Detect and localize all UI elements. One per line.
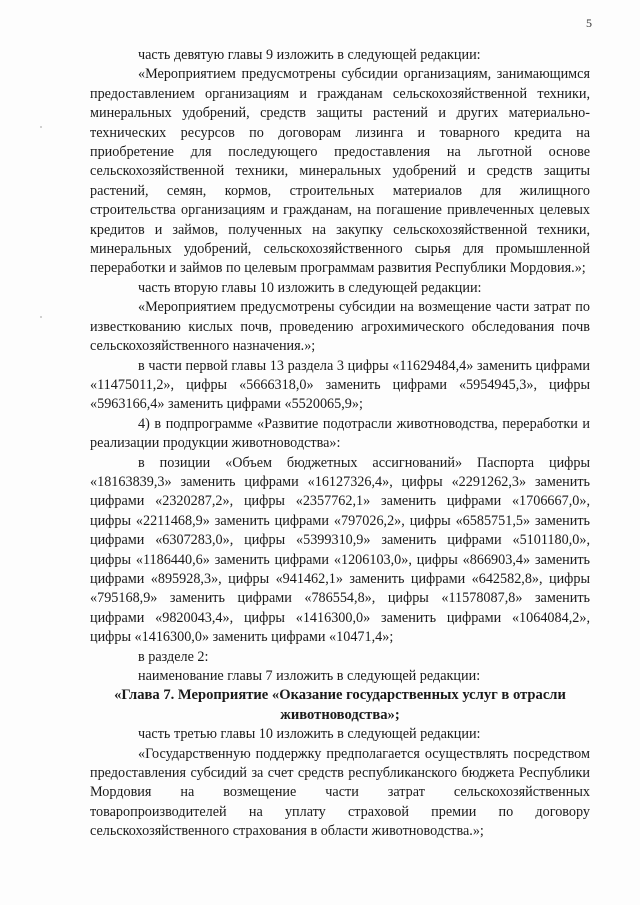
amendment-paragraph: часть девятую главы 9 изложить в следующей редакции: bbox=[138, 47, 481, 63]
quoted-text-paragraph: «Государственную поддержку предполагается осуществлять посредством предоставления субсидий за счет средств республиканского бюджета Республики Мордовия на возмещение части затрат сельскохозяйственных товаропроизводителей на уплату страховой премии по договору сельскохозяйственного страхования в области животноводства.»; bbox=[90, 745, 590, 840]
amendment-paragraph: наименование главы 7 изложить в следующей редакции: bbox=[138, 668, 481, 684]
scan-speck bbox=[40, 316, 42, 318]
page-number: 5 bbox=[586, 16, 592, 30]
section-reference: в разделе 2: bbox=[138, 648, 209, 665]
scan-speck bbox=[40, 126, 42, 128]
subprogram-item: 4) в подпрограмме «Развитие подотрасли животноводства, переработки и реализации продукции животноводства»: bbox=[90, 415, 590, 452]
amendment-paragraph: в позиции «Объем бюджетных ассигнований» Паспорта цифры «18163839,3» заменить цифрами «16127326,4», цифры «2291262,3» заменить цифрами «2320287,2», цифры «2357762,1» заменить цифрами «1706667,0», цифры «2211468,9» заменить цифрами «797026,2», цифры «6585751,5» заменить цифрами «6307283,0», цифры «5399310,9» заменить цифрами «5101180,0», цифры «1186440,6» заменить цифрами «1206103,0», цифры «866903,4» заменить цифрами «895928,3», цифры «941462,1» заменить цифрами «642582,8», цифры «795168,9» заменить цифрами «786554,8», цифры «11578087,8» заменить цифрами «9820043,4», цифры «1416300,0» заменить цифрами «1064084,2», цифры «1416300,0» заменить цифрами «10471,4»; bbox=[90, 454, 590, 646]
document-body bbox=[90, 46, 590, 842]
chapter-heading: «Глава 7. Мероприятие «Оказание государственных услуг в отрасли животноводства»; bbox=[114, 687, 566, 723]
amendment-paragraph: в части первой главы 13 раздела 3 цифры «11629484,4» заменить цифрами «11475011,2», цифры «5666318,0» заменить цифрами «5954945,3», цифры «5963166,4» заменить цифрами «5520065,9»; bbox=[90, 357, 590, 413]
quoted-text-paragraph: «Мероприятием предусмотрены субсидии организациям, занимающимся предоставлением организациям и гражданам сельскохозяйственной техники, минеральных удобрений, средств защиты растений и других материально-технических ресурсов по договорам лизинга и товарного кредита на приобретение для последующего предоставления на льготной основе сельскохозяйственной техники, минеральных удобрений и средств защиты растений, семян, кормов, строительных материалов для жилищного строительства организациям и гражданам, на погашение привлеченных целевых кредитов и займов, полученных на закупку сельскохозяйственной техники, минеральных удобрений, сельскохозяйственного сырья для промышленной переработки и займов по целевым программам развития Республики Мордовия.»; bbox=[90, 66, 590, 277]
quoted-text-paragraph: «Мероприятием предусмотрены субсидии на возмещение части затрат по известкованию кислых почв, проведению агрохимического обследования почв сельскохозяйственного назначения.»; bbox=[90, 299, 590, 355]
amendment-paragraph: часть вторую главы 10 изложить в следующей редакции: bbox=[138, 279, 482, 296]
amendment-paragraph: часть третью главы 10 изложить в следующей редакции: bbox=[138, 726, 481, 743]
